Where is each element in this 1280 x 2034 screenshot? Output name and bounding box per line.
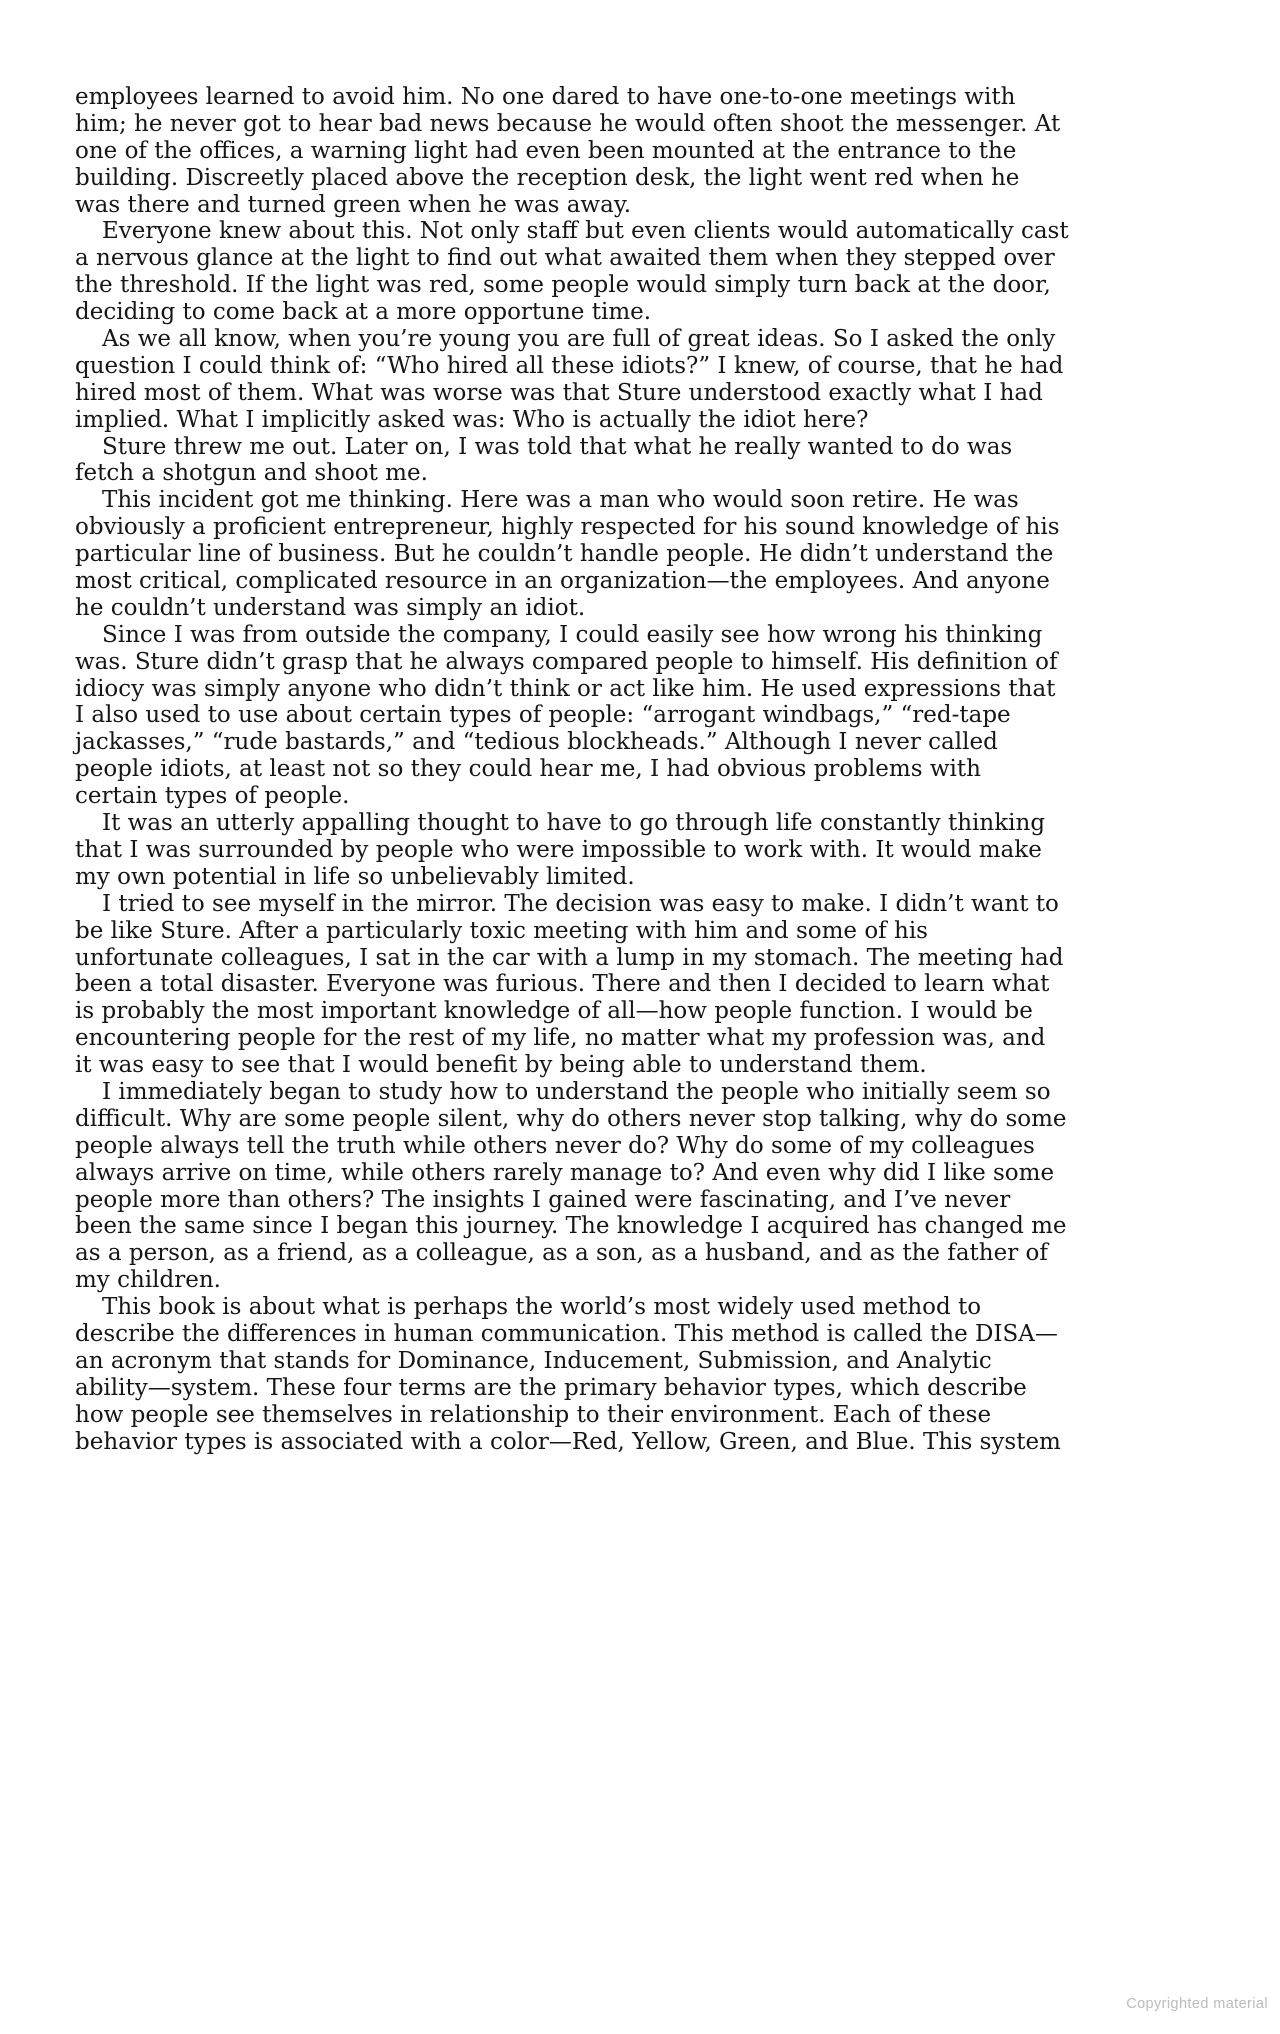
text-line: jackasses,” “rude bastards,” and “tedious blockheads.” Although I never called <box>75 729 998 756</box>
paragraph <box>75 1294 1200 1455</box>
paragraph <box>75 434 1200 488</box>
text-line: Since I was from outside the company, I could easily see how wrong his thinking <box>102 621 1043 648</box>
paragraph <box>75 891 1200 1079</box>
text-line: It was an utterly appalling thought to have to go through life constantly thinking <box>102 810 1046 837</box>
text-line: implied. What I implicitly asked was: Who is actually the idiot here? <box>75 406 869 433</box>
text-line: This book is about what is perhaps the world’s most widely used method to <box>102 1294 982 1321</box>
paragraph <box>75 218 1200 326</box>
text-line: people always tell the truth while others never do? Why do some of my colleagues <box>75 1132 1035 1159</box>
text-line: is probably the most important knowledge of all—how people function. I would be <box>75 998 1033 1025</box>
text-line: question I could think of: “Who hired all these idiots?” I knew, of course, that he had <box>75 352 1064 379</box>
text-line: particular line of business. But he couldn’t handle people. He didn’t understand the <box>75 541 1054 568</box>
text-line: the threshold. If the light was red, some people would simply turn back at the door, <box>75 272 1051 299</box>
text-line: an acronym that stands for Dominance, Inducement, Submission, and Analytic <box>75 1347 992 1374</box>
text-line: employees learned to avoid him. No one dared to have one-to-one meetings with <box>75 84 1016 110</box>
text-line: that I was surrounded by people who were impossible to work with. It would make <box>75 836 1042 863</box>
paragraph <box>75 326 1200 434</box>
text-line: my children. <box>75 1267 221 1294</box>
text-line: I immediately began to study how to understand the people who initially seem so <box>102 1078 1051 1105</box>
page-text <box>75 84 1200 1455</box>
text-line: Everyone knew about this. Not only staff but even clients would automatically cast <box>102 218 1069 245</box>
text-line: I also used to use about certain types of people: “arrogant windbags,” “red-tape <box>75 702 1011 729</box>
text-line: ability—system. These four terms are the primary behavior types, which describe <box>75 1374 1027 1401</box>
text-line: always arrive on time, while others rarely manage to? And even why did I like some <box>75 1159 1055 1186</box>
text-line: it was easy to see that I would benefit by being able to understand them. <box>75 1052 927 1079</box>
copyright-watermark: Copyrighted material <box>1126 1996 1268 2012</box>
paragraph <box>75 1079 1200 1294</box>
text-line: been the same since I began this journey. The knowledge I acquired has changed me <box>75 1213 1067 1240</box>
text-line: be like Sture. After a particularly toxic meeting with him and some of his <box>75 917 928 944</box>
text-line: This incident got me thinking. Here was a man who would soon retire. He was <box>102 487 1019 514</box>
paragraph <box>75 84 1200 218</box>
text-line: my own potential in life so unbelievably limited. <box>75 863 635 890</box>
text-line: one of the offices, a warning light had even been mounted at the entrance to the <box>75 137 1017 164</box>
text-line: fetch a shotgun and shoot me. <box>75 460 428 487</box>
text-line: was. Sture didn’t grasp that he always compared people to himself. His definition of <box>75 648 1058 675</box>
text-line: most critical, complicated resource in an organization—the employees. And anyone <box>75 568 1050 595</box>
text-line: difficult. Why are some people silent, why do others never stop talking, why do some <box>75 1105 1067 1132</box>
text-line: unfortunate colleagues, I sat in the car with a lump in my stomach. The meeting had <box>75 944 1064 971</box>
text-line: behavior types is associated with a color—Red, Yellow, Green, and Blue. This system <box>75 1428 1061 1455</box>
text-line: people more than others? The insights I gained were fascinating, and I’ve never <box>75 1186 1011 1213</box>
text-line: he couldn’t understand was simply an idiot. <box>75 594 586 621</box>
text-line: hired most of them. What was worse was that Sture understood exactly what I had <box>75 379 1043 406</box>
text-line: building. Discreetly placed above the reception desk, the light went red when he <box>75 164 1020 191</box>
text-line: people idiots, at least not so they could hear me, I had obvious problems with <box>75 756 981 783</box>
text-line: encountering people for the rest of my life, no matter what my profession was, and <box>75 1025 1046 1052</box>
paragraph <box>75 810 1200 891</box>
text-line: Sture threw me out. Later on, I was told that what he really wanted to do was <box>102 433 1013 460</box>
text-line: him; he never got to hear bad news because he would often shoot the messenger. At <box>75 110 1061 137</box>
text-line: describe the differences in human communication. This method is called the DISA— <box>75 1320 1058 1347</box>
text-line: a nervous glance at the light to find out what awaited them when they stepped over <box>75 245 1055 272</box>
text-line: As we all know, when you’re young you are full of great ideas. So I asked the only <box>102 326 1056 353</box>
text-line: obviously a proficient entrepreneur, highly respected for his sound knowledge of his <box>75 514 1060 541</box>
text-line: as a person, as a friend, as a colleague, as a son, as a husband, and as the father of <box>75 1240 1048 1267</box>
paragraph <box>75 487 1200 621</box>
text-line: been a total disaster. Everyone was furious. There and then I decided to learn what <box>75 971 1050 998</box>
text-line: how people see themselves in relationship to their environment. Each of these <box>75 1401 992 1428</box>
text-line: was there and turned green when he was away. <box>75 191 632 218</box>
paragraph <box>75 622 1200 810</box>
text-line: deciding to come back at a more opportune time. <box>75 299 652 326</box>
text-line: idiocy was simply anyone who didn’t think or act like him. He used expressions that <box>75 675 1056 702</box>
text-line: certain types of people. <box>75 783 350 810</box>
text-line: I tried to see myself in the mirror. The decision was easy to make. I didn’t want to <box>102 890 1059 917</box>
